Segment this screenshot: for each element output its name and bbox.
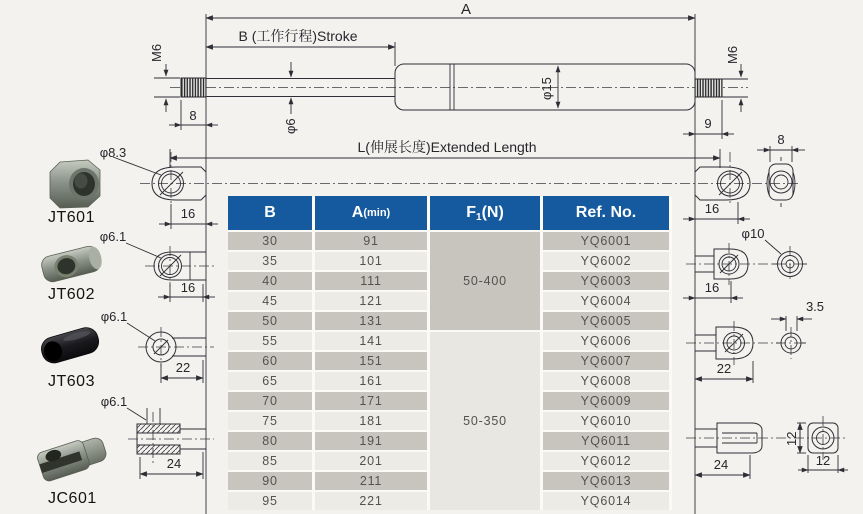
cell-ref: YQ6003 [543, 272, 669, 290]
cell-a: 201 [315, 452, 427, 470]
right-eyelet-front-view [683, 152, 750, 224]
cell-ref: YQ6008 [543, 372, 669, 390]
jt602-2d-view [100, 229, 215, 302]
cell-ref: YQ6005 [543, 312, 669, 330]
cell-b: 40 [228, 272, 312, 290]
jt603-photo [39, 325, 102, 366]
cell-a: 151 [315, 352, 427, 370]
cell-a: 141 [315, 332, 427, 350]
jc601-dia-label: φ6.1 [100, 394, 128, 409]
dimension-m6-right [722, 46, 748, 112]
dimension-a [206, 1, 695, 18]
jc601-photo [36, 433, 109, 482]
cell-b: 85 [228, 452, 312, 470]
dimension-rod-dia [283, 62, 298, 134]
header-a-sub: (min) [363, 207, 391, 219]
thread-len-right-label: 9 [704, 116, 712, 131]
cell-b: 95 [228, 492, 312, 510]
dimension-9-right [683, 100, 734, 139]
right-eyelet-dim-label: 16 [704, 201, 720, 216]
dimension-b-stroke [206, 28, 395, 66]
jt602-photo [40, 244, 105, 284]
cell-b: 50 [228, 312, 312, 330]
jt602-label: JT602 [48, 286, 95, 303]
tube-eyelet-dim-label: 22 [716, 361, 732, 376]
jc601-dim-label: 24 [166, 456, 182, 471]
cell-ref: YQ6012 [543, 452, 669, 470]
cell-a: 171 [315, 392, 427, 410]
force-group-1: 50-400 [430, 232, 540, 330]
right-eyelet-end-view [757, 132, 805, 207]
header-f1n [430, 196, 540, 230]
cell-ref: YQ6011 [543, 432, 669, 450]
eyelet-side-dim-label: 8 [777, 132, 785, 147]
jc601-label: JC601 [48, 490, 97, 507]
cell-a: 101 [315, 252, 427, 270]
dimension-8-left [169, 100, 218, 130]
right-small-eyelet-view [683, 226, 807, 303]
clevis-dim-label: 24 [713, 457, 729, 472]
tube-side-dim-label: 3.5 [805, 299, 825, 314]
jt602-dia-label: φ6.1 [99, 229, 127, 244]
header-f-tail: (N) [481, 204, 504, 221]
header-b: B [228, 196, 312, 230]
small-eyelet-dim-label: 16 [704, 280, 720, 295]
dim-b-label: B (工作行程)Stroke [238, 28, 358, 44]
m6-right-label: M6 [725, 45, 740, 64]
cell-a: 221 [315, 492, 427, 510]
jt603-label: JT603 [48, 373, 95, 390]
cell-a: 91 [315, 232, 427, 250]
cell-b: 75 [228, 412, 312, 430]
cell-ref: YQ6010 [543, 412, 669, 430]
right-tube-eyelet-view [686, 299, 824, 383]
phi10-label: φ10 [741, 226, 765, 241]
right-clevis-view [686, 416, 848, 479]
cell-b: 90 [228, 472, 312, 490]
gas-spring-drawing [170, 64, 748, 110]
cell-b: 45 [228, 292, 312, 310]
cell-ref: YQ6009 [543, 392, 669, 410]
cell-ref: YQ6001 [543, 232, 669, 250]
jt601-photo [50, 160, 100, 208]
cell-a: 191 [315, 432, 427, 450]
cell-b: 80 [228, 432, 312, 450]
cell-ref: YQ6014 [543, 492, 669, 510]
spec-table [228, 196, 672, 510]
dimension-m6-left [149, 44, 180, 112]
body-dia-label: φ15 [539, 77, 554, 100]
cell-ref: YQ6004 [543, 292, 669, 310]
jt601-dim-label: 16 [180, 206, 196, 221]
cell-a: 111 [315, 272, 427, 290]
cell-b: 60 [228, 352, 312, 370]
cell-a: 131 [315, 312, 427, 330]
cell-b: 70 [228, 392, 312, 410]
clevis-square-h-label: 12 [784, 431, 799, 446]
cell-ref: YQ6002 [543, 252, 669, 270]
jt603-dia-label: φ6.1 [100, 309, 128, 324]
jt603-2d-view [101, 309, 214, 383]
header-f-sub: 1 [476, 211, 482, 223]
dim-l-label: L(伸展长度)Extended Length [357, 139, 537, 155]
cell-ref: YQ6013 [543, 472, 669, 490]
rod-dia-label: φ6 [283, 118, 298, 134]
cell-a: 181 [315, 412, 427, 430]
header-a-main: A [351, 204, 364, 221]
cell-b: 55 [228, 332, 312, 350]
dimension-body-dia [539, 66, 558, 108]
cell-ref: YQ6006 [543, 332, 669, 350]
dim-a-label: A [460, 1, 472, 18]
cell-a: 121 [315, 292, 427, 310]
thread-len-left-label: 8 [189, 108, 197, 123]
m6-left-label: M6 [149, 43, 164, 62]
cell-a: 161 [315, 372, 427, 390]
cell-a: 211 [315, 472, 427, 490]
force-group-2: 50-350 [430, 332, 540, 510]
cell-ref: YQ6007 [543, 352, 669, 370]
jt603-dim-label: 22 [175, 360, 191, 375]
cell-b: 35 [228, 252, 312, 270]
clevis-square-w-label: 12 [815, 453, 831, 468]
jt602-dim-label: 16 [180, 280, 196, 295]
header-f-main: F [466, 204, 476, 221]
header-ref-no: Ref. No. [543, 196, 669, 230]
jt601-label: JT601 [48, 209, 95, 226]
cell-b: 30 [228, 232, 312, 250]
dimension-l-extended [170, 139, 720, 168]
jc601-2d-view [101, 394, 214, 479]
jt601-dia-label: φ8.3 [99, 145, 127, 160]
cell-b: 65 [228, 372, 312, 390]
header-a-min [315, 196, 427, 230]
